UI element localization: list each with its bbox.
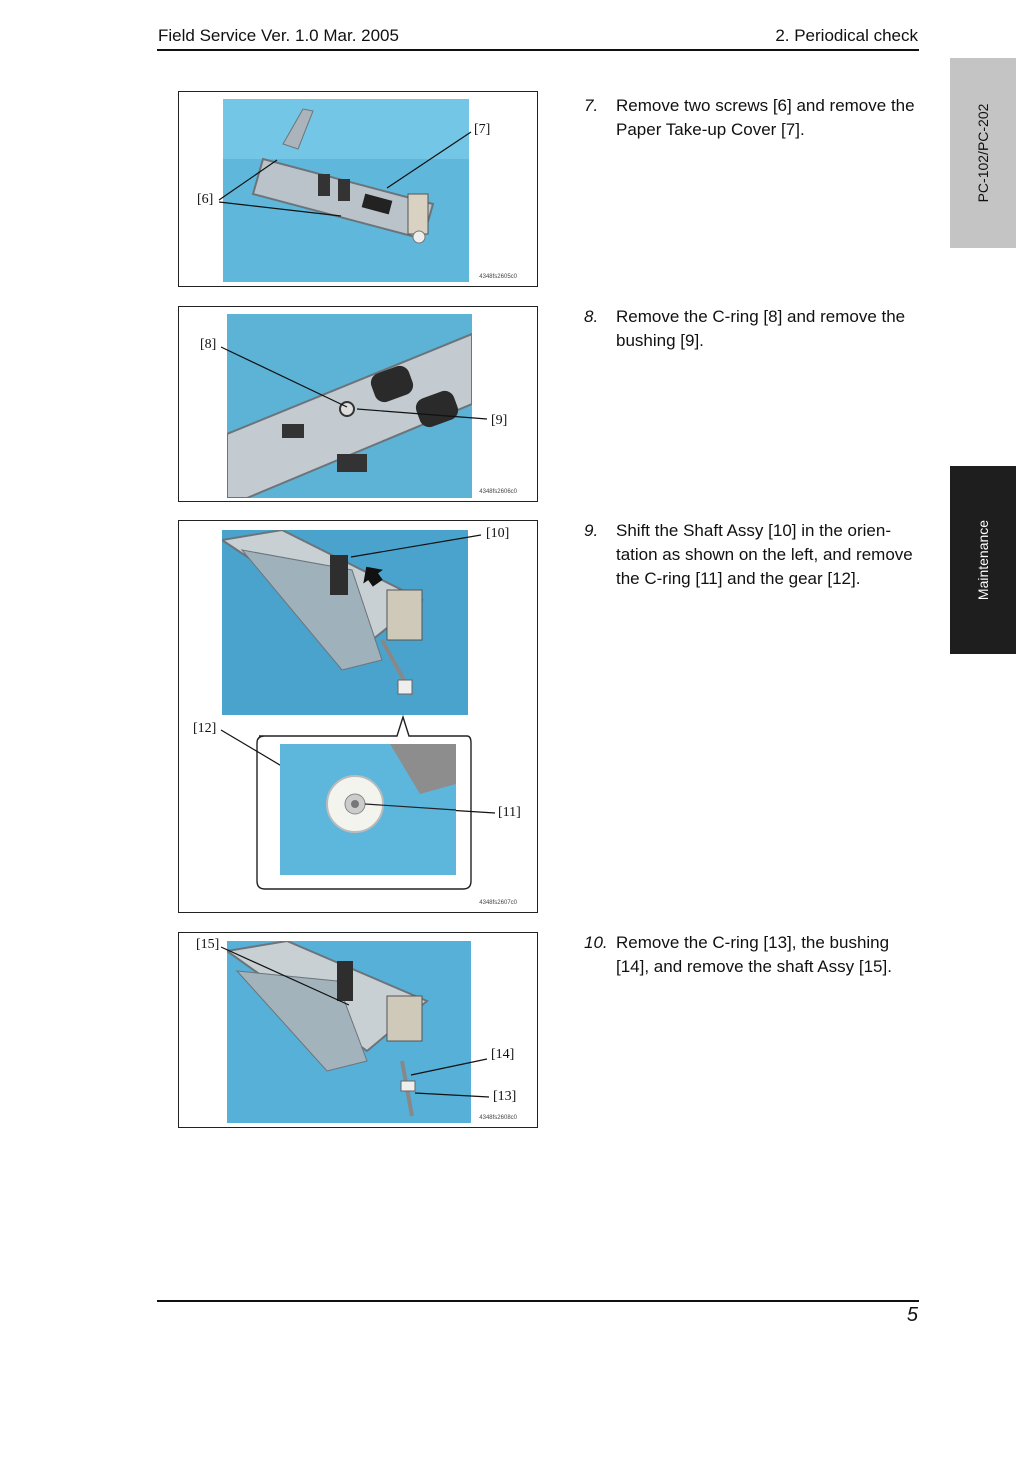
header-title: Field Service Ver. 1.0 Mar. 2005: [158, 26, 399, 45]
step-8-text: Remove the C-ring [8] and remove the bushing [9].: [616, 307, 906, 350]
step-9-number: 9.: [584, 521, 599, 540]
figure-1-code: 4348fs2605c0: [479, 274, 517, 280]
callout-11: [11]: [498, 805, 521, 820]
step-10: [584, 931, 924, 979]
figure-3-code: 4348fs2607c0: [479, 900, 517, 906]
figure-1: [178, 91, 538, 287]
header-section: 2. Periodical check: [775, 26, 918, 45]
callout-7: [7]: [474, 122, 491, 137]
figure-2-code: 4348fs2606c0: [479, 489, 517, 495]
figure-2: [178, 306, 538, 502]
footer-rule: [157, 1300, 919, 1302]
figure-3-inset-photo: [280, 744, 456, 875]
section-tab-label: Maintenance: [975, 519, 991, 601]
step-8: [584, 305, 924, 353]
callout-14: [14]: [491, 1047, 515, 1062]
model-tab-label: PC-102/PC-202: [975, 103, 991, 203]
step-10-text: Remove the C-ring [13], the bushing [14], and remove the shaft Assy [15].: [616, 933, 892, 976]
step-7-number: 7.: [584, 96, 599, 115]
step-8-number: 8.: [584, 307, 599, 326]
step-9: [584, 519, 924, 591]
step-9-text: Shift the Shaft Assy [10] in the orien-tation as shown on the left, and remove the C-ring [11] and the gear [12].: [616, 521, 913, 588]
callout-12: [12]: [193, 721, 217, 736]
figure-4-code: 4348fs2608c0: [479, 1115, 517, 1121]
step-10-number: 10.: [584, 933, 608, 952]
callout-6: [6]: [197, 192, 214, 207]
callout-15: [15]: [196, 937, 220, 952]
model-tab[interactable]: [950, 58, 1016, 248]
step-7-text: Remove two screws [6] and remove the Paper Take-up Cover [7].: [616, 96, 915, 139]
callout-9: [9]: [491, 413, 508, 428]
step-7: [584, 94, 924, 142]
callout-13: [13]: [493, 1089, 517, 1104]
figure-2-leader-lines: [179, 307, 537, 501]
figure-3: [178, 520, 538, 913]
section-tab[interactable]: [950, 466, 1016, 654]
callout-10: [10]: [486, 526, 510, 541]
header-rule: [157, 49, 919, 51]
page-number: 5: [906, 1304, 918, 1326]
figure-4: [178, 932, 538, 1128]
figure-4-leader-lines: [179, 933, 537, 1127]
callout-8: [8]: [200, 337, 217, 352]
